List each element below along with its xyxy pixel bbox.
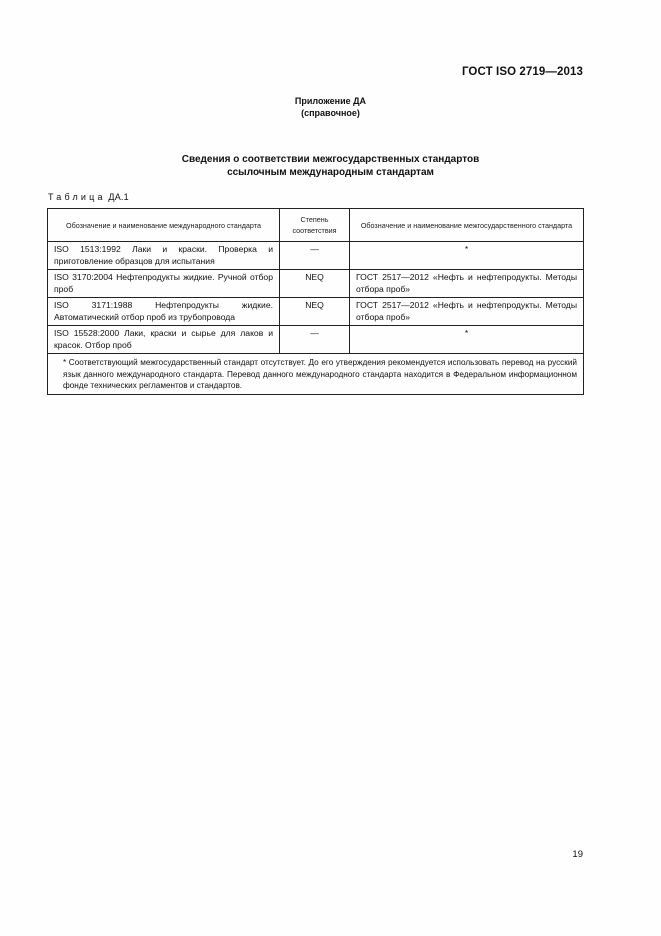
international-standard-cell: ISO 3170:2004 Нефтепродукты жидкие. Ручной отбор проб: [48, 270, 280, 298]
table-header-row: [48, 209, 584, 242]
table-row: [48, 326, 584, 354]
table-caption: [48, 192, 129, 202]
international-standard-cell: ISO 1513:1992 Лаки и краски. Проверка и приготовление образцов для испытания: [48, 242, 280, 270]
table-caption-word: Таблица: [48, 192, 106, 202]
table-footnote-row: [48, 354, 584, 395]
column-header-degree: Степень соответствия: [280, 209, 350, 242]
correspondence-table: [47, 208, 584, 395]
column-header-national: Обозначение и наименование межгосударственного стандарта: [350, 209, 584, 242]
degree-cell: NEQ: [280, 298, 350, 326]
national-standard-cell: ГОСТ 2517—2012 «Нефть и нефтепродукты. Методы отбора проб»: [350, 298, 584, 326]
table-row: [48, 298, 584, 326]
degree-cell: —: [280, 326, 350, 354]
national-standard-cell: *: [350, 242, 584, 270]
international-standard-cell: ISO 3171:1988 Нефтепродукты жидкие. Автоматический отбор проб из трубопровода: [48, 298, 280, 326]
table-row: [48, 242, 584, 270]
table-footnote-cell: [48, 354, 584, 395]
appendix-subtitle: (справочное): [301, 108, 360, 118]
section-title-line-1: Сведения о соответствии межгосударственных стандартов: [181, 154, 480, 165]
appendix-heading: [0, 95, 661, 119]
table-footnote: * Соответствующий межгосударственный стандарт отсутствует. До его утверждения рекомендуется использовать перевод на русский язык данного международного стандарта. Перевод данного международного стандарта находится в Федеральном информационном фонде технических регламентов и стандартов.: [63, 358, 577, 390]
appendix-title: Приложение ДА: [294, 96, 367, 106]
column-header-international: Обозначение и наименование международного стандарта: [48, 209, 280, 242]
page-number: 19: [572, 849, 583, 860]
table-caption-number: ДА.1: [108, 192, 129, 202]
table-row: [48, 270, 584, 298]
degree-cell: —: [280, 242, 350, 270]
national-standard-cell: ГОСТ 2517—2012 «Нефть и нефтепродукты. Методы отбора проб»: [350, 270, 584, 298]
section-title-line-2: ссылочным международным стандартам: [227, 167, 434, 178]
national-standard-cell: *: [350, 326, 584, 354]
document-designation: ГОСТ ISO 2719—2013: [461, 66, 583, 78]
section-title: [0, 153, 661, 179]
international-standard-cell: ISO 15528:2000 Лаки, краски и сырье для лаков и красок. Отбор проб: [48, 326, 280, 354]
degree-cell: NEQ: [280, 270, 350, 298]
